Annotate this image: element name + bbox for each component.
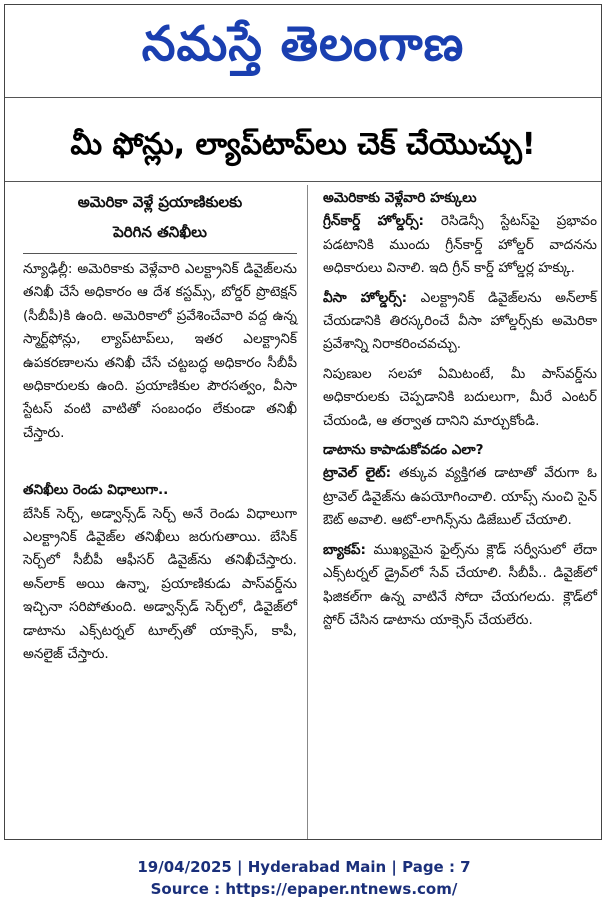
subhead-line-1: అమెరికా వెళ్లే ప్రయాణికులకు <box>77 193 243 211</box>
paragraph-text: రెసిడెన్సీ స్టేటస్‌పై ప్రభావం పడటానికి ముందు గ్రీన్‌కార్డ్ హోల్డర్ వాదనను అధికారులు వినాలి. ఇది గ్రీన్ కార్డ్ హోల్డర్ల హక్కు. <box>323 213 597 277</box>
article-paragraph <box>323 210 597 280</box>
masthead-rule <box>5 97 601 98</box>
subhead-line-2: పెరిగిన తనిఖీలు <box>113 223 207 241</box>
left-column <box>23 187 297 673</box>
section-title: డాటాను కాపాడుకోవడం ఎలా? <box>323 442 484 459</box>
section-title: అమెరికాకు వెళ్లేవారి హక్కులు <box>323 190 477 206</box>
headline-rule <box>5 181 601 182</box>
article-paragraph <box>323 462 597 532</box>
paragraph-label: గ్రీన్‌కార్డ్ హోల్డర్స్: <box>323 213 424 230</box>
footer-source-line: Source : https://epaper.ntnews.com/ <box>150 880 458 898</box>
subhead-rule <box>23 253 297 254</box>
right-column <box>323 187 597 638</box>
paragraph-text: తక్కువ వ్యక్తిగత డాటాతో వేరుగా ఓ ట్రావెల్ డివైజ్‌ను ఉపయోగించాలి. యాప్స్ నుంచి సైన్ ఔట్ అవాలి. ఆటో-లాగిన్స్‌ను డిజేబుల్ చేయాలి. <box>323 465 597 529</box>
section-title: తనిఖీలు రెండు విధాలుగా.. <box>23 482 169 499</box>
paragraph-label: ట్రావెల్ లైట్: <box>323 465 392 482</box>
article-paragraph <box>323 539 597 633</box>
headline: మీ ఫోన్లు, ల్యాప్‌టాప్‌లు చెక్ చేయొచ్చు! <box>70 127 536 162</box>
article-paragraph: నిపుణుల సలహా ఏమిటంటే, మీ పాస్‌వర్డ్‌ను అధికారులకు చెప్పడానికి బదులుగా, మీరే ఎంటర్ చేయండి, ఆ తర్వాత దానిని మార్చుకోండి. <box>323 365 597 429</box>
paragraph-text: ఎలక్ట్రానిక్ డివైజ్‌లను అన్‌లాక్ చేయడానికి తిరస్కరించే వీసా హోల్డర్స్‌కు అమెరికా ప్రవేశాన్ని నిరాకరించవచ్చు. <box>323 289 597 353</box>
column-divider <box>307 185 308 839</box>
masthead-title: నమస్తే తెలంగాణ <box>141 16 465 72</box>
clipping-frame <box>4 4 602 840</box>
paragraph-label: బ్యాకప్: <box>323 541 366 558</box>
article-paragraph <box>323 287 597 357</box>
article-paragraph: న్యూఢిల్లీ: అమెరికాకు వెళ్లేవారి ఎలక్ట్రానిక్ డివైజ్‌లను తనిఖీ చేసే అధికారం ఆ దేశ కస్టమ్స్, బోర్డర్ ప్రొటెక్షన్ (సీబీపీ)కి ఉంది. అమెరికాలో ప్రవేశించేవారి వద్ద ఉన్న స్మార్ట్‌ఫోన్లు, ల్యాప్‌టాప్‌లు, ఇతర ఎలక్ట్రానిక్ ఉపకరణాలను తనిఖీ చేసే చట్టబద్ధ అధికారం సీబీపీ అధికారులకు ఉంది. ప్రయాణికుల పౌరసత్వం, వీసా స్టేటస్ వంటి వాటితో సంబంధం లేకుండా తనిఖీ చేస్తారు. <box>23 261 297 441</box>
paragraph-text: ముఖ్యమైన ఫైల్స్‌ను క్లౌడ్ సర్వీసులో లేదా ఎక్స్‌టర్నల్ డ్రైవ్‌లో సేవ్ చేయాలి. సీబీపీ.. డివైజ్‌లో ఫిజికల్‌గా ఉన్న వాటినే సోదా చేయగలదు. క్లౌడ్‌లో స్టోర్ చేసిన డాటాను యాక్సెస్ చేయలేరు. <box>323 541 597 628</box>
article-paragraph: బేసిక్ సెర్చ్, అడ్వాన్స్‌డ్ సెర్చ్ అనే రెండు విధాలుగా ఎలక్ట్రానిక్ డివైజ్‌ల తనిఖీలు జరుగుతాయి. బేసిక్ సెర్చ్‌లో సీబీపీ ఆఫీసర్ డివైజ్‌ను తనిఖీచేస్తారు. అన్‌లాక్ అయి ఉన్నా, ప్రయాణికుడు పాస్‌వర్డ్‌ను ఇచ్చినా సరిపోతుంది. అడ్వాన్స్‌డ్ సెర్చ్‌లో, డివైజ్‌లో డాటాను ఎక్స్‌టర్నల్ టూల్స్‌తో యాక్సెస్, కాపీ, అనలైజ్ చేస్తారు. <box>23 505 297 663</box>
paragraph-label: వీసా హోల్డర్స్: <box>323 289 408 306</box>
footer-date-line: 19/04/2025 | Hyderabad Main | Page : 7 <box>137 858 471 876</box>
